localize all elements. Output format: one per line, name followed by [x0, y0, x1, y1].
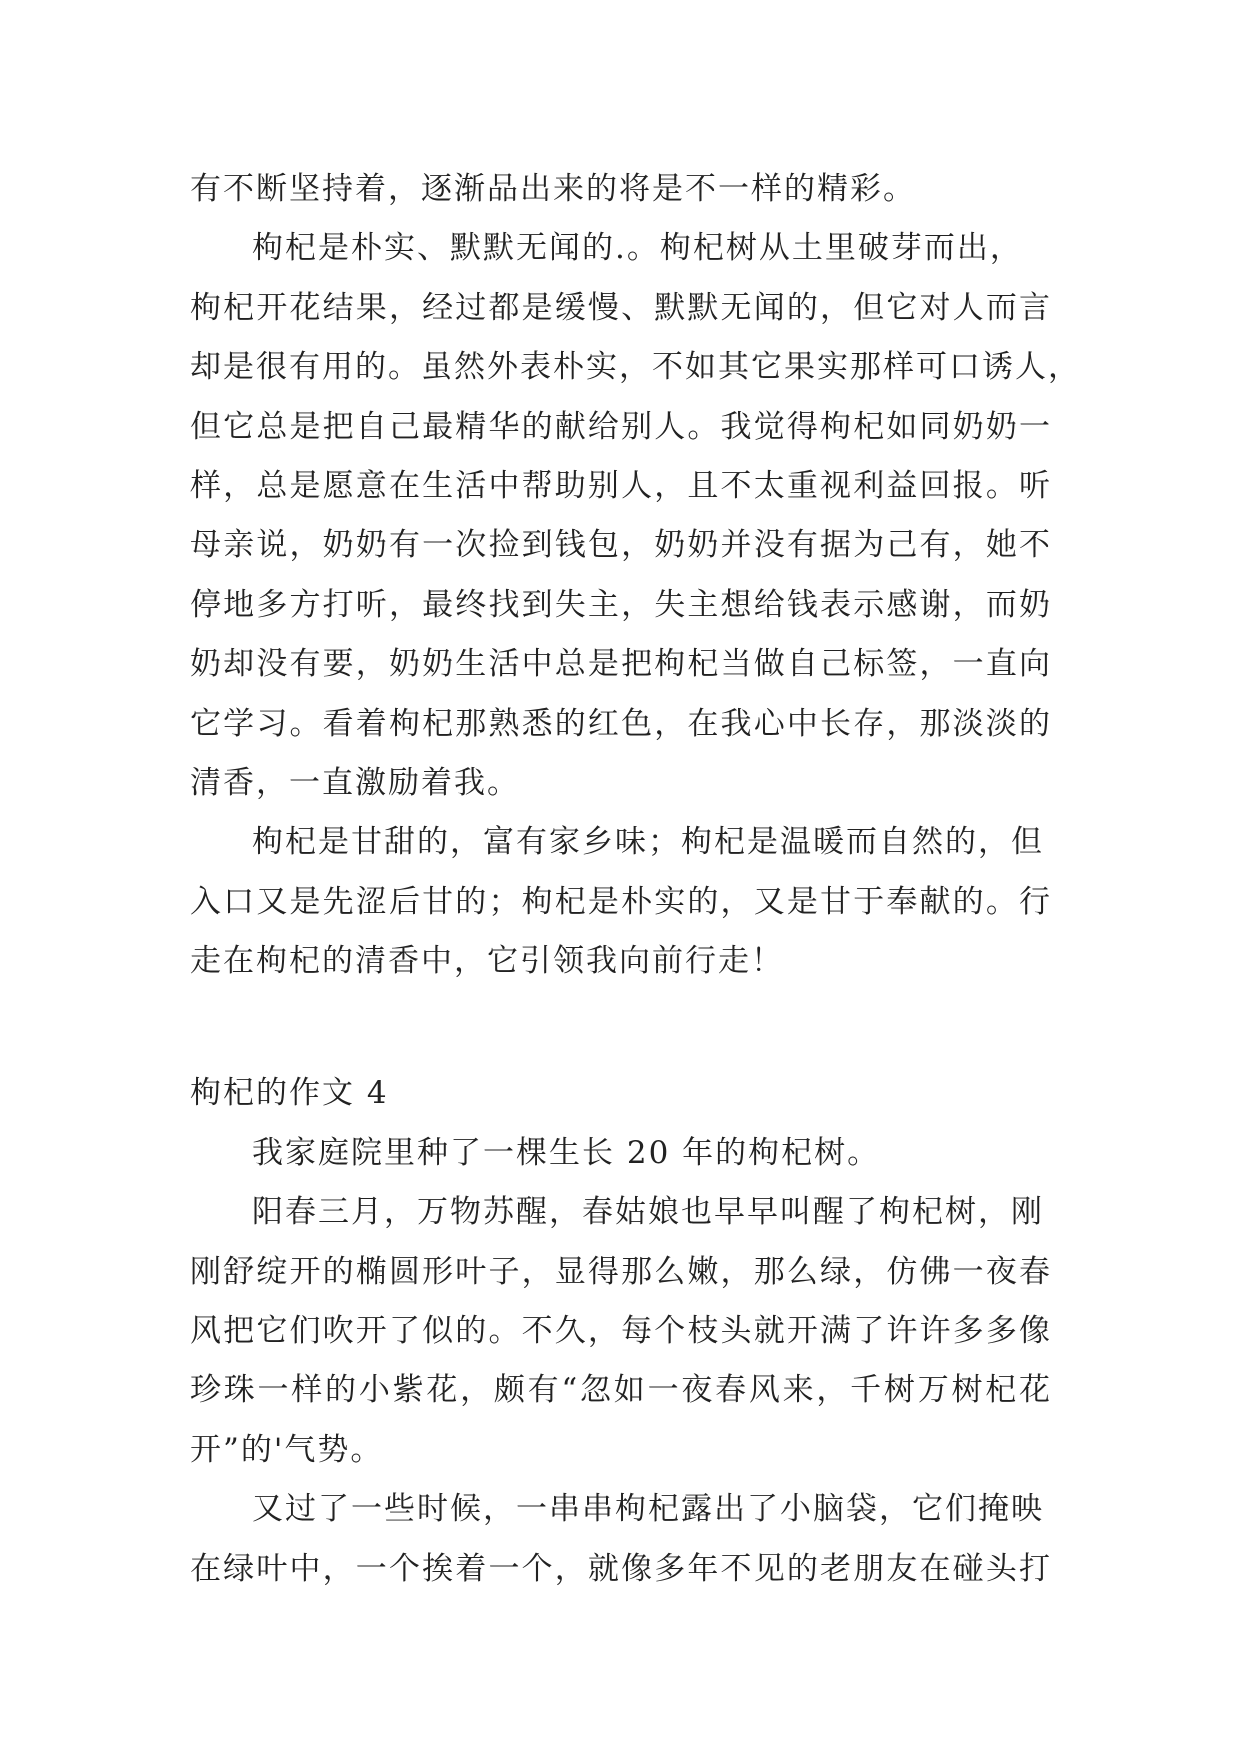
paragraph-line: 枸杞开花结果，经过都是缓慢、默默无闻的，但它对人而言 [190, 289, 1052, 326]
section-gap [190, 991, 1052, 1064]
paragraph-line: 阳春三月，万物苏醒，春姑娘也早早叫醒了枸杞树，刚 [252, 1194, 1044, 1231]
paragraph-line: 又过了一些时候，一串串枸杞露出了小脑袋，它们掩映 [252, 1491, 1044, 1528]
paragraph-line: 却是很有用的。虽然外表朴实，不如其它果实那样可口诱人， [190, 349, 1081, 386]
paragraph-line: 在绿叶中，一个挨着一个，就像多年不见的老朋友在碰头打 [190, 1550, 1052, 1587]
paragraph-line: 开”的'气势。 [190, 1431, 384, 1468]
paragraph-line: 枸杞是甘甜的，富有家乡味；枸杞是温暖而自然的，但 [252, 824, 1044, 861]
paragraph-line: 枸杞是朴实、默默无闻的.。枸杞树从土里破芽而出， [252, 230, 1023, 267]
paragraph-line: 风把它们吹开了似的。不久，每个枝头就开满了许许多多像 [190, 1313, 1052, 1350]
paragraph-line: 刚舒绽开的椭圆形叶子，显得那么嫩，那么绿，仿佛一夜春 [190, 1253, 1052, 1290]
paragraph-line: 停地多方打听，最终找到失主，失主想给钱表示感谢，而奶 [190, 586, 1052, 623]
paragraph-line: 但它总是把自己最精华的献给别人。我觉得枸杞如同奶奶一 [190, 408, 1052, 445]
paragraph-line: 清香，一直激励着我。 [190, 764, 520, 801]
paragraph-line: 走在枸杞的清香中，它引领我向前行走！ [190, 943, 784, 980]
document-page [190, 160, 1081, 1599]
paragraph-line: 它学习。看着枸杞那熟悉的红色，在我心中长存，那淡淡的 [190, 705, 1052, 742]
paragraph-line: 奶却没有要，奶奶生活中总是把枸杞当做自己标签，一直向 [190, 646, 1052, 683]
paragraph-line: 有不断坚持着，逐渐品出来的将是不一样的精彩。 [190, 171, 916, 207]
section-heading: 枸杞的作文 4 [190, 1075, 389, 1112]
paragraph-line: 珍珠一样的小紫花，颇有“忽如一夜春风来，千树万树杞花 [190, 1372, 1052, 1409]
paragraph-line: 母亲说，奶奶有一次捡到钱包，奶奶并没有据为己有，她不 [190, 527, 1052, 564]
paragraph-line: 我家庭院里种了一棵生长 20 年的枸杞树。 [252, 1134, 881, 1171]
paragraph-line: 入口又是先涩后甘的；枸杞是朴实的，又是甘于奉献的。行 [190, 883, 1052, 920]
paragraph-line: 样，总是愿意在生活中帮助别人，且不太重视利益回报。听 [190, 467, 1052, 504]
